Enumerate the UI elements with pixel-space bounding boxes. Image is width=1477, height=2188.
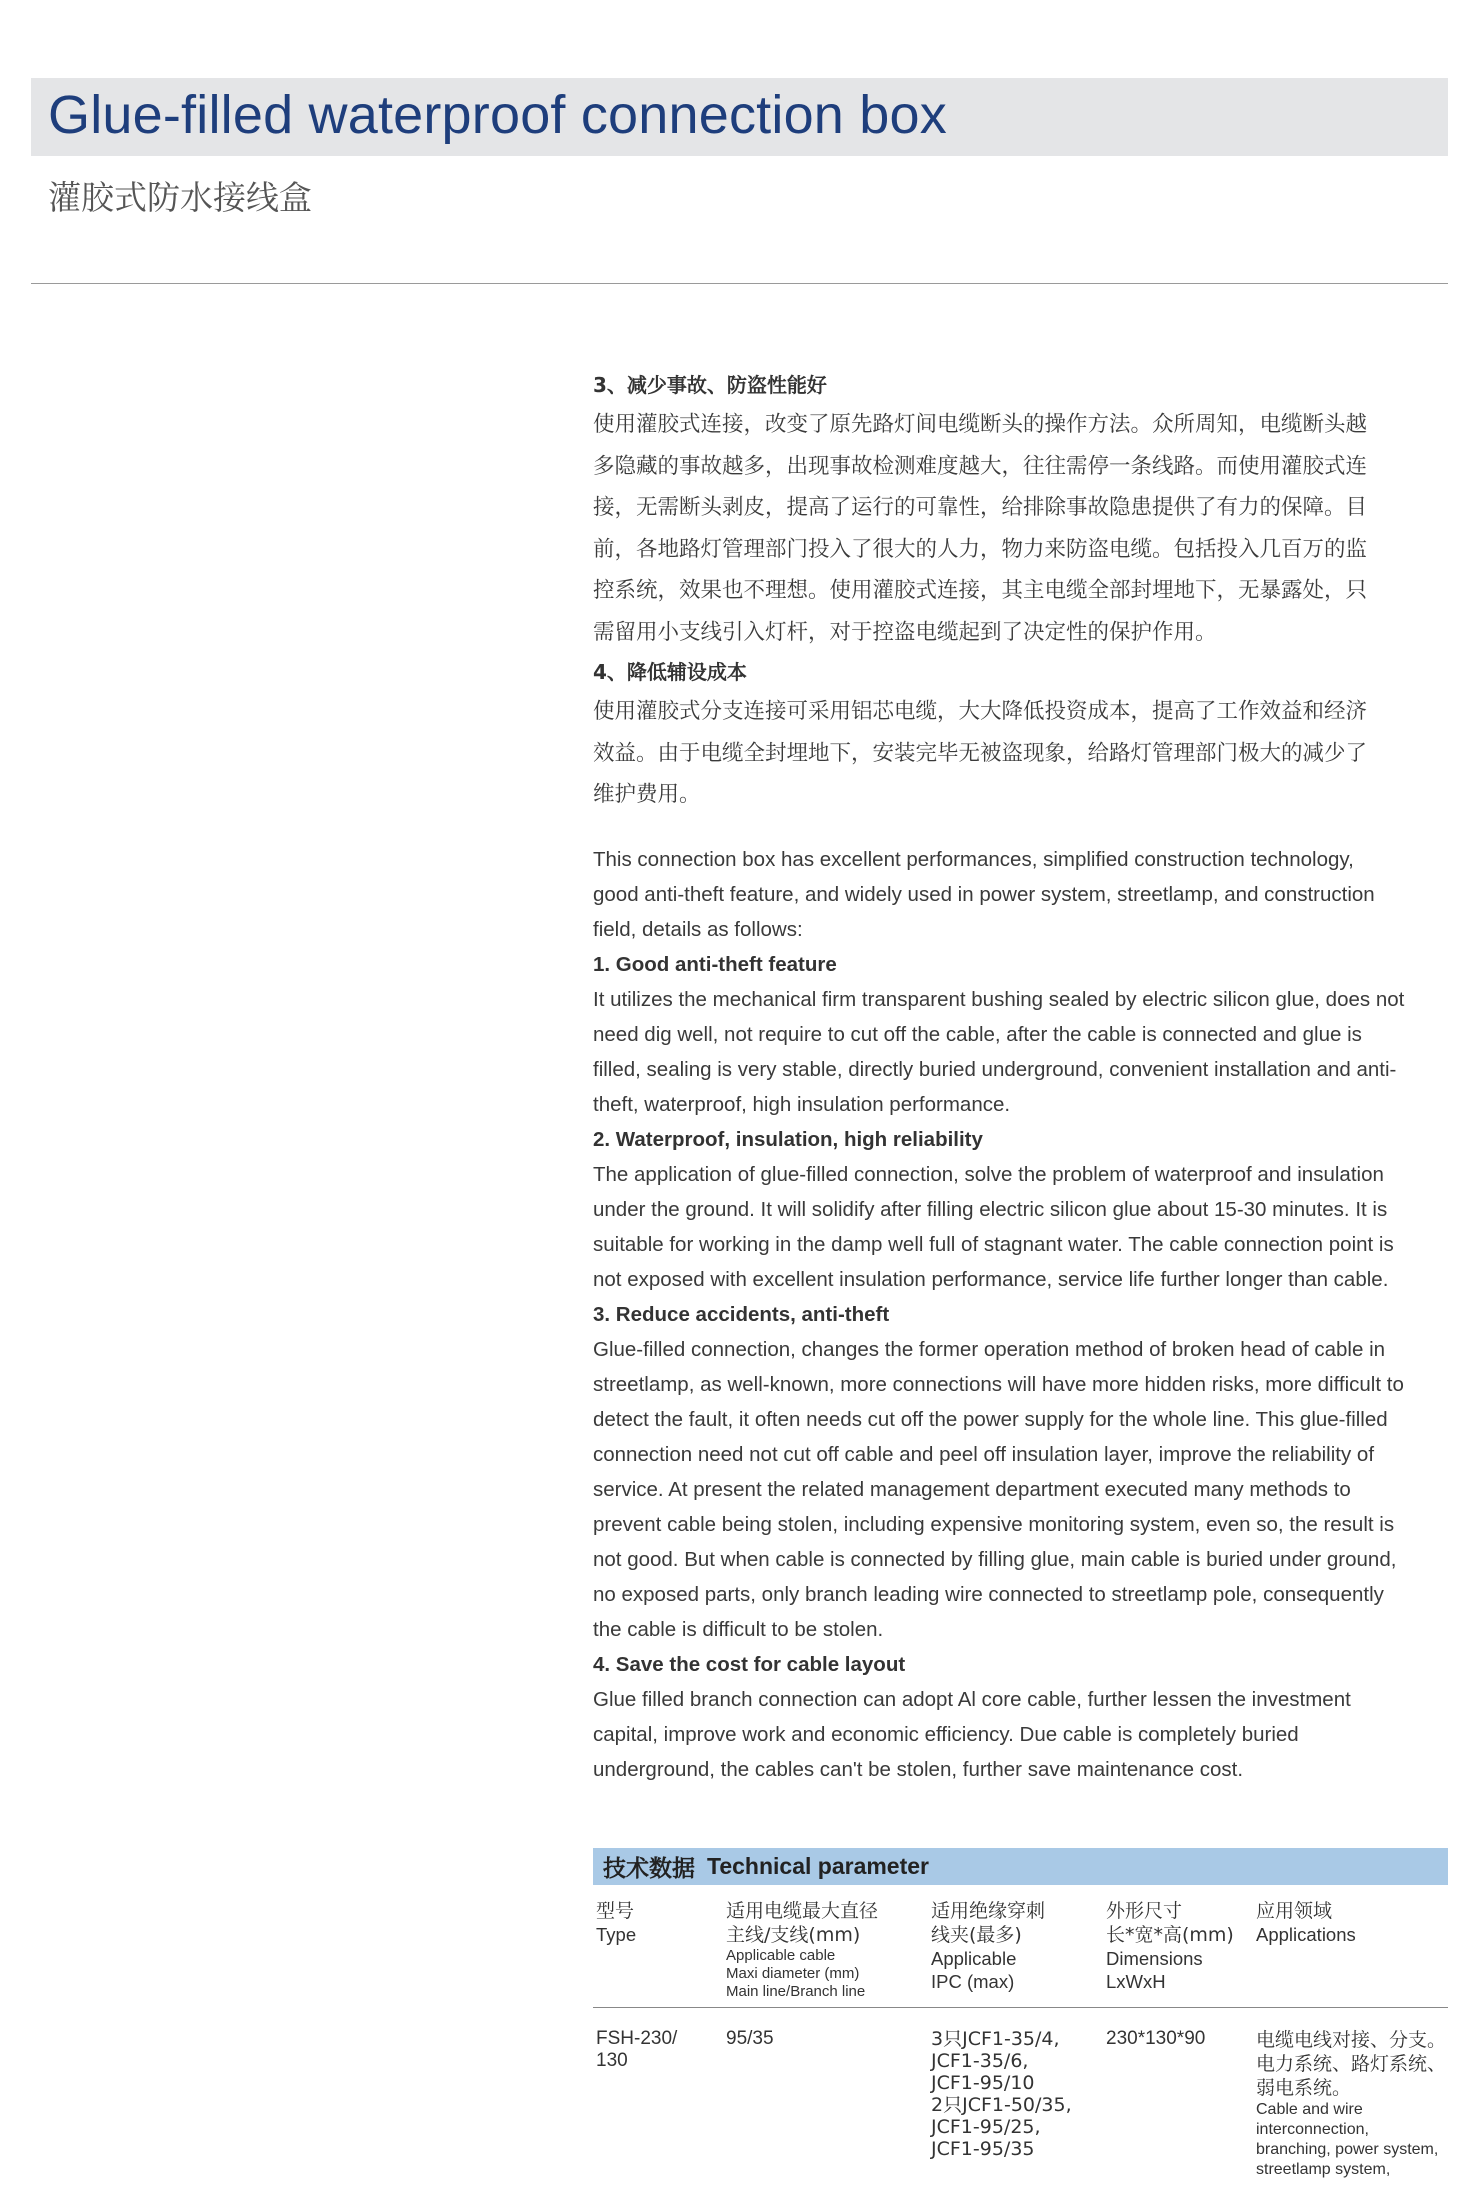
spec-table-header xyxy=(593,1885,1448,2008)
en-line: need dig well, not require to cut off the cable, after the cable is connected and glue is xyxy=(593,1022,1362,1046)
spec-title-cn: 技术数据 xyxy=(603,1856,695,1882)
cn-line: 使用灌胶式分支连接可采用铝芯电缆，大大降低投资成本，提高了工作效益和经济 xyxy=(593,699,1368,724)
en-line: service. At present the related management department executed many methods to xyxy=(593,1477,1351,1501)
en-line: This connection box has excellent performances, simplified construction technology, xyxy=(593,847,1354,871)
en-line: good anti-theft feature, and widely used in power system, streetlamp, and construction xyxy=(593,882,1375,906)
en-block xyxy=(593,842,1450,1787)
en-section-3 xyxy=(593,1297,1450,1647)
en-heading: 3. Reduce accidents, anti-theft xyxy=(593,1302,890,1326)
en-line: not exposed with excellent insulation performance, service life further longer than cable. xyxy=(593,1267,1389,1291)
en-line: no exposed parts, only branch leading wire connected to streetlamp pole, consequently xyxy=(593,1582,1384,1606)
applications-en-value: Cable and wire interconnection, branching, power system, streetlamp system, xyxy=(1256,2101,1439,2178)
en-line: Glue filled branch connection can adopt Al core cable, further lessen the investment xyxy=(593,1687,1351,1711)
diameter-value: 95/35 xyxy=(726,2028,774,2049)
header-diameter xyxy=(726,1899,926,2001)
en-line: the cable is difficult to be stolen. xyxy=(593,1617,884,1641)
cn-line: 控系统，效果也不理想。使用灌胶式连接，其主电缆全部封埋地下，无暴露处，只 xyxy=(593,578,1368,603)
header-cn: 型号 xyxy=(596,1900,635,1922)
header-cn: 适用电缆最大直径 主线/支线(mm) xyxy=(726,1900,879,1946)
en-line: capital, improve work and economic efficiency. Due cable is completely buried xyxy=(593,1722,1299,1746)
en-heading: 1. Good anti-theft feature xyxy=(593,952,837,976)
en-section-4 xyxy=(593,1647,1450,1787)
header-cn: 应用领域 xyxy=(1256,1900,1333,1922)
en-heading: 4. Save the cost for cable layout xyxy=(593,1652,906,1676)
cn-paragraph xyxy=(593,404,1450,653)
type-value: FSH-230/ 130 xyxy=(596,2028,678,2071)
header-cn: 外形尺寸 长*宽*高(mm) xyxy=(1106,1900,1234,1946)
cn-heading: 4、降低辅设成本 xyxy=(593,660,747,684)
header-ipc xyxy=(931,1899,1101,1993)
cell-diameter xyxy=(726,2028,926,2050)
spec-table xyxy=(593,1848,1448,2188)
cell-applications xyxy=(1256,2028,1451,2180)
cn-line: 使用灌胶式连接，改变了原先路灯间电缆断头的操作方法。众所周知，电缆断头越 xyxy=(593,412,1368,437)
cn-line: 效益。由于电缆全封埋地下，安装完毕无被盗现象，给路灯管理部门极大的减少了 xyxy=(593,740,1368,766)
cell-dimensions xyxy=(1106,2028,1251,2050)
applications-cn-value: 电缆电线对接、分支。 电力系统、路灯系统、 弱电系统。 xyxy=(1256,2029,1447,2099)
page-title: Glue-filled waterproof connection box xyxy=(48,85,947,145)
en-line: filled, sealing is very stable, directly buried underground, convenient installation and anti- xyxy=(593,1057,1397,1081)
en-line: prevent cable being stolen, including expensive monitoring system, even so, the result is xyxy=(593,1512,1395,1536)
cn-paragraph xyxy=(593,691,1450,816)
en-line: suitable for working in the damp well full of stagnant water. The cable connection point is xyxy=(593,1232,1394,1256)
header-cn: 适用绝缘穿刺 线夹(最多) xyxy=(931,1900,1046,1946)
cn-section-4 xyxy=(593,653,1450,816)
en-intro xyxy=(593,842,1450,947)
en-section-2 xyxy=(593,1122,1450,1297)
main-content xyxy=(593,366,1450,1787)
table-row xyxy=(593,2008,1448,2188)
en-line: connection need not cut off cable and peel off insulation layer, improve the reliability of xyxy=(593,1442,1375,1466)
en-line: not good. But when cable is connected by filling glue, main cable is buried under ground, xyxy=(593,1547,1397,1571)
cell-ipc xyxy=(931,2028,1101,2160)
en-line: field, details as follows: xyxy=(593,917,803,941)
en-heading: 2. Waterproof, insulation, high reliability xyxy=(593,1127,983,1151)
en-line: Glue-filled connection, changes the former operation method of broken head of cable in xyxy=(593,1337,1386,1361)
cn-line: 接，无需断头剥皮，提高了运行的可靠性，给排除事故隐患提供了有力的保障。目 xyxy=(593,495,1368,520)
cn-line: 前，各地路灯管理部门投入了很大的人力，物力来防盗电缆。包括投入几百万的监 xyxy=(593,536,1368,562)
ipc-value: 3只JCF1-35/4, JCF1-35/6, JCF1-95/10 2只JCF1-50/35, JCF1-95/25, JCF1-95/35 xyxy=(931,2028,1072,2160)
cell-type xyxy=(596,2028,721,2072)
page-subtitle: 灌胶式防水接线盒 xyxy=(48,178,312,217)
header-en: Applications xyxy=(1256,1924,1356,1945)
header-dimensions xyxy=(1106,1899,1251,1993)
spec-title-en: Technical parameter xyxy=(707,1853,930,1879)
header-type xyxy=(596,1899,721,1946)
cn-line: 维护费用。 xyxy=(593,782,701,807)
header-en: Dimensions LxWxH xyxy=(1106,1948,1203,1992)
cn-section-3 xyxy=(593,366,1450,653)
en-line: theft, waterproof, high insulation performance. xyxy=(593,1092,1011,1116)
header-applications xyxy=(1256,1899,1451,1946)
en-line: detect the fault, it often needs cut off the power supply for the whole line. This glue-filled xyxy=(593,1407,1388,1431)
spec-table-title-bar xyxy=(593,1848,1448,1885)
en-section-1 xyxy=(593,947,1450,1122)
en-line: The application of glue-filled connection, solve the problem of waterproof and insulation xyxy=(593,1162,1384,1186)
cn-line: 需留用小支线引入灯杆，对于控盗电缆起到了决定性的保护作用。 xyxy=(593,619,1217,645)
header-en: Applicable cable Maxi diameter (mm) Main line/Branch line xyxy=(726,1947,866,2000)
cn-line: 多隐藏的事故越多，出现事故检测难度越大，往往需停一条线路。而使用灌胶式连 xyxy=(593,453,1368,479)
dimensions-value: 230*130*90 xyxy=(1106,2028,1206,2049)
en-line: underground, the cables can't be stolen, further save maintenance cost. xyxy=(593,1757,1244,1781)
en-line: It utilizes the mechanical firm transparent bushing sealed by electric silicon glue, does not xyxy=(593,987,1405,1011)
header-en: Type xyxy=(596,1924,637,1945)
en-line: streetlamp, as well-known, more connections will have more hidden risks, more difficult to xyxy=(593,1372,1404,1396)
header-divider xyxy=(31,283,1448,284)
cn-heading: 3、减少事故、防盗性能好 xyxy=(593,373,827,397)
en-line: under the ground. It will solidify after filling electric silicon glue about 15-30 minutes. It is xyxy=(593,1197,1388,1221)
header-en: Applicable IPC (max) xyxy=(931,1948,1017,1992)
